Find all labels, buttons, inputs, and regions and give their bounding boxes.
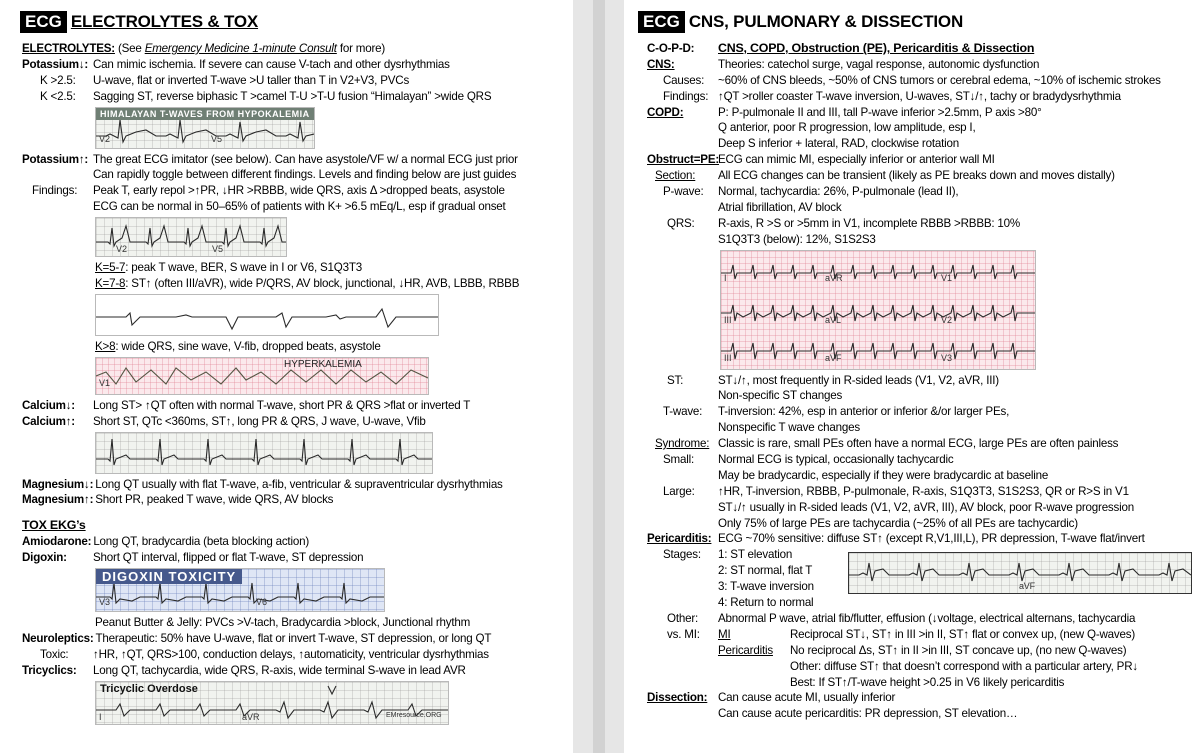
row-text: 1: ST elevation	[718, 548, 793, 562]
row-key: Neuroleptics:	[22, 631, 94, 645]
pericarditis-text: No reciprocal Δs, ST↑ in II >in III, ST concave up, (no new Q-waves)	[790, 643, 1127, 657]
row-large-3	[647, 516, 1192, 532]
row-text: Normal, tachycardia: 26%, P-pulmonale (lead II),	[718, 185, 959, 199]
row-key: Syndrome:	[655, 437, 710, 451]
row-st-2	[647, 388, 1192, 404]
other-text: Other: diffuse ST↑ that doesn’t correspond with a particular artery, PR↓	[790, 659, 1138, 673]
row-text: Short QT interval, flipped or flat T-wave, ST depression	[93, 551, 364, 565]
row-p-wave-2	[647, 200, 1192, 216]
ecg-waveform	[96, 358, 428, 394]
row-obstruct	[647, 152, 1192, 168]
lead-label: aVL	[825, 314, 842, 325]
row-key	[647, 468, 718, 484]
row-text: ↑QT >roller coaster T-wave inversion, U-waves, ST↓/↑, tachy or bradydysrhythmia	[718, 89, 1121, 103]
row-key: Magnesium↓:	[22, 477, 94, 491]
row-k-below-2-5	[22, 89, 567, 105]
row-key: Amiodarone:	[22, 535, 92, 549]
row-copd-2	[647, 120, 1192, 136]
row-text: S1Q3T3 (below): 12%, S1S2S3	[718, 232, 876, 246]
ecg-strip-calcium	[95, 432, 433, 474]
row-key	[647, 232, 718, 248]
row-qrs	[647, 216, 1192, 232]
copd-heading: CNS, COPD, Obstruction (PE), Pericarditis & Dissection	[718, 41, 1035, 55]
row-vs-best	[647, 675, 1192, 691]
ecg-waveform	[721, 251, 1035, 369]
row-stage-3	[647, 579, 1192, 595]
row-key	[647, 200, 718, 216]
vsmi-key: vs. MI:	[667, 627, 700, 641]
row-text: Can rapidly toggle between different findings. Levels and finding below are just guides	[93, 168, 517, 182]
lead-label: V6	[256, 597, 268, 608]
ecg-strip-tricyclic	[95, 681, 449, 725]
row-st	[647, 373, 1192, 389]
lead-label: I	[99, 711, 102, 722]
ecg-badge: ECG	[20, 11, 67, 33]
row-text: Sagging ST, reverse biphasic T >camel T-U >T-U fusion “Himalayan” >wide QRS	[93, 89, 492, 103]
electrolytes-heading-row	[22, 41, 567, 57]
row-key: T-wave:	[663, 405, 703, 419]
row-dissection	[647, 690, 1192, 706]
lead-label: aVF	[1019, 581, 1035, 592]
row-key	[647, 120, 718, 136]
row-key: Causes:	[663, 73, 705, 87]
row-t-wave-2	[647, 420, 1192, 436]
row-digoxin-mnemonic	[22, 615, 567, 631]
copd-heading-row	[647, 41, 1192, 57]
row-text: Classic is rare, small PEs often have a normal ECG, large PEs are often painless	[718, 437, 1119, 451]
watermark-text: EMresource.ORG	[386, 711, 442, 719]
strip-label: HYPERKALEMIA	[284, 358, 362, 370]
electrolytes-see: (See	[114, 42, 145, 55]
row-key: K >2.5:	[40, 73, 76, 87]
row-cns	[647, 57, 1192, 73]
row-key	[647, 388, 718, 404]
row-key: Tricyclics:	[22, 663, 77, 677]
row-key: QRS:	[667, 216, 695, 230]
lead-label: V1	[941, 272, 953, 283]
lead-label: V1	[99, 377, 111, 388]
right-page	[624, 0, 1197, 753]
row-text: Long QT usually with flat T-wave, a-fib, ventricular & supraventricular dysrhythmias	[95, 477, 503, 491]
lead-label: aVR	[825, 272, 843, 283]
row-causes	[647, 73, 1192, 89]
row-key: Toxic:	[40, 647, 69, 661]
row-calcium-low	[22, 398, 567, 414]
row-key: P-wave:	[663, 185, 704, 199]
row-text: May be bradycardic, especially if they were bradycardic at baseline	[718, 468, 1049, 482]
row-potassium-low	[22, 57, 567, 73]
row-text: ST↓/↑, most frequently in R-sided leads (V1, V2, aVR, III)	[718, 373, 999, 387]
row-text: 4: Return to normal	[718, 596, 814, 610]
left-page	[0, 0, 573, 753]
lead-label: V3	[99, 597, 111, 608]
row-key	[647, 595, 718, 611]
row-text: Abnormal P wave, atrial fib/flutter, effusion (↓voltage, electrical alternans, tachycardia	[718, 611, 1136, 625]
row-pericarditis	[647, 531, 1192, 547]
row-small	[647, 452, 1192, 468]
row-findings-2	[22, 199, 567, 215]
ecg-strip-peaked-t	[95, 217, 287, 257]
row-text: Short ST, QTc <360ms, ST↑, long PR & QRS, J wave, U-wave, Vfib	[93, 414, 426, 428]
row-vs-mi	[647, 627, 1192, 643]
dissection-key: Dissection:	[647, 691, 708, 705]
row-key: Potassium↓:	[22, 57, 89, 71]
right-title-text: CNS, PULMONARY & DISSECTION	[688, 12, 964, 31]
lead-label: aVR	[242, 711, 260, 722]
row-key: COPD:	[647, 105, 684, 119]
row-text: Long QT, tachycardia, wide QRS, R-axis, wide terminal S-wave in lead AVR	[93, 663, 466, 677]
row-k-7-8	[22, 276, 567, 292]
row-dissection-2	[647, 706, 1192, 722]
lead-label: V2	[941, 314, 953, 325]
row-key	[647, 563, 718, 579]
row-key	[22, 167, 93, 183]
row-section	[647, 168, 1192, 184]
row-toxic	[22, 647, 567, 663]
row-k-above-2-5	[22, 73, 567, 89]
lead-label: V2	[99, 133, 111, 144]
magnesium-rows	[22, 477, 567, 509]
k78-label: K=7-8	[95, 277, 126, 291]
row-text: ~60% of CNS bleeds, ~50% of CNS tumors or cerebral edema, ~10% of ischemic strokes	[718, 73, 1161, 87]
row-key	[647, 420, 718, 436]
tox-rows	[22, 534, 567, 566]
pericarditis-label: Pericarditis	[718, 643, 773, 657]
row-text: Peak T, early repol >↑PR, ↓HR >RBBB, wide QRS, axis Δ >dropped beats, asystole	[93, 184, 505, 198]
electrolytes-book: Emergency Medicine 1-minute Consult	[144, 42, 337, 55]
row-key: Calcium↑:	[22, 414, 75, 428]
k8-label: K>8	[95, 339, 116, 353]
row-tricyclics	[22, 663, 567, 679]
lead-label: V2	[116, 244, 128, 255]
row-key	[647, 136, 718, 152]
ecg-strip-digoxin	[95, 568, 385, 612]
row-vs-other	[647, 659, 1192, 675]
row-text: Long QT, bradycardia (beta blocking action)	[93, 535, 309, 549]
row-key	[647, 500, 718, 516]
k57-label: K=5-7	[95, 261, 126, 275]
row-text: Non-specific ST changes	[718, 389, 843, 403]
row-copd	[647, 105, 1192, 121]
row-neuroleptics	[22, 631, 567, 647]
row-text: ↑HR, T-inversion, RBBB, P-pulmonale, R-axis, S1Q3T3, S1S2S3, QR or R>S in V1	[718, 484, 1129, 498]
lead-label: V5	[211, 133, 223, 144]
hyperkalemia-rows	[22, 152, 567, 216]
row-key: Potassium↑:	[22, 152, 89, 166]
row-key: Digoxin:	[22, 551, 67, 565]
copd-key: C-O-P-D:	[647, 42, 695, 55]
row-magnesium-high	[22, 492, 567, 508]
row-large	[647, 484, 1192, 500]
electrolytes-tail: for more)	[336, 42, 386, 55]
row-key: Other:	[667, 611, 699, 625]
row-t-wave	[647, 404, 1192, 420]
row-calcium-high	[22, 414, 567, 430]
left-body	[22, 41, 567, 728]
row-digoxin	[22, 550, 567, 566]
mi-text: Reciprocal ST↓, ST↑ in III >in II, ST↑ flat or convex up, (new Q-waves)	[790, 627, 1136, 641]
row-key: Calcium↓:	[22, 398, 75, 412]
row-findings	[22, 183, 567, 199]
strip-banner: HIMALAYAN T-WAVES FROM HYPOKALEMIA	[96, 108, 314, 120]
row-text: 3: T-wave inversion	[718, 580, 814, 594]
page-gap	[593, 0, 605, 753]
row-k-5-7	[22, 260, 567, 276]
k8-text: : wide QRS, sine wave, V-fib, dropped beats, asystole	[115, 339, 381, 353]
row-key: Findings:	[32, 184, 78, 198]
row-text: 2: ST normal, flat T	[718, 564, 813, 578]
left-title	[20, 11, 258, 33]
ecg-strip-s1q3t3	[720, 250, 1036, 370]
right-body	[647, 41, 1192, 722]
electrolytes-heading: ELECTROLYTES:	[22, 42, 115, 55]
strip-banner: DIGOXIN TOXICITY	[96, 569, 242, 584]
lead-label: III	[724, 352, 732, 363]
row-key: ST:	[667, 373, 684, 387]
dissection-text-1: Can cause acute MI, usually inferior	[718, 691, 896, 705]
row-text: Theories: catechol surge, vagal response, autonomic dysfunction	[718, 57, 1040, 71]
pe-rows	[647, 373, 1192, 627]
row-magnesium-low	[22, 477, 567, 493]
row-potassium-high-2	[22, 167, 567, 183]
row-key: Section:	[655, 169, 696, 183]
digoxin-mnemonic: Peanut Butter & Jelly: PVCs >V-tach, Bradycardia >block, Junctional rhythm	[95, 616, 471, 630]
row-text: P: P-pulmonale II and III, tall P-wave inferior >2.5mm, P axis >80°	[718, 105, 1042, 119]
right-title	[638, 11, 963, 33]
row-stage-2	[647, 563, 1192, 579]
ecg-badge: ECG	[638, 11, 685, 33]
row-syndrome	[647, 436, 1192, 452]
dissection-text-2: Can cause acute pericarditis: PR depression, ST elevation…	[718, 707, 1018, 721]
row-text: Nonspecific T wave changes	[718, 421, 860, 435]
mi-label: MI	[718, 627, 731, 641]
row-key: Magnesium↑:	[22, 493, 94, 507]
row-amiodarone	[22, 534, 567, 550]
row-key: Findings:	[663, 89, 709, 103]
row-large-2	[647, 500, 1192, 516]
row-k-above-8	[22, 339, 567, 355]
row-key: Small:	[663, 453, 695, 467]
strip-title: Tricyclic Overdose	[100, 682, 198, 695]
tox-heading-row	[22, 518, 567, 534]
row-text: Can mimic ischemia. If severe can cause V-tach and other dysrhythmias	[93, 57, 450, 71]
best-text: Best: If ST↑/T-wave height >0.25 in V6 likely pericarditis	[790, 675, 1065, 689]
row-p-wave	[647, 184, 1192, 200]
row-key: Pericarditis:	[647, 532, 712, 546]
row-text: ECG ~70% sensitive: diffuse ST↑ (except R,V1,III,L), PR depression, T-wave flat/invert	[718, 532, 1145, 546]
lead-label: V5	[212, 244, 224, 255]
row-key	[22, 199, 93, 215]
left-title-text: ELECTROLYTES & TOX	[70, 12, 259, 31]
lead-label: I	[724, 272, 727, 283]
calcium-rows	[22, 398, 567, 430]
row-small-2	[647, 468, 1192, 484]
row-key: Obstruct=PE:	[647, 153, 720, 167]
row-text: Normal ECG is typical, occasionally tachycardic	[718, 453, 954, 467]
row-text: Deep S inferior + lateral, RAD, clockwise rotation	[718, 137, 959, 151]
row-text: Therapeutic: 50% have U-wave, flat or invert T-wave, ST depression, or long QT	[95, 631, 492, 645]
row-text: ↑HR, ↑QT, QRS>100, conduction delays, ↑automaticity, ventricular dysrhythmias	[93, 647, 489, 661]
row-text: Q anterior, poor R progression, low amplitude, esp I,	[718, 121, 976, 135]
row-text: Long ST> ↑QT often with normal T-wave, short PR & QRS >flat or inverted T	[93, 398, 471, 412]
k78-text: : ST↑ (often III/aVR), wide P/QRS, AV block, junctional, ↓HR, AVB, LBBB, RBBB	[125, 277, 520, 291]
row-key	[647, 579, 718, 595]
k57-text: : peak T wave, BER, S wave in I or V6, S1Q3T3	[125, 261, 362, 275]
row-text: Atrial fibrillation, AV block	[718, 200, 842, 214]
hypokalemia-rows	[22, 57, 567, 105]
lead-label: aVF	[825, 352, 842, 363]
neuroleptic-rows	[22, 631, 567, 679]
row-vs-pericarditis	[647, 643, 1192, 659]
row-text: ECG can mimic MI, especially inferior or anterior wall MI	[718, 153, 995, 167]
row-qrs-2	[647, 232, 1192, 248]
row-text: All ECG changes can be transient (likely as PE breaks down and moves distally)	[718, 169, 1115, 183]
row-text: ECG can be normal in 50–65% of patients with K+ >6.5 mEq/L, esp if gradual onset	[93, 200, 506, 214]
row-key	[647, 516, 718, 532]
ecg-strip-k-7-8	[95, 294, 439, 336]
row-key: Large:	[663, 484, 695, 498]
cns-pe-rows	[647, 57, 1192, 248]
row-key: Stages:	[663, 548, 701, 562]
row-text: Short PR, peaked T wave, wide QRS, AV blocks	[95, 493, 334, 507]
row-potassium-high	[22, 152, 567, 168]
row-key: CNS:	[647, 57, 675, 71]
row-text: U-wave, flat or inverted T-wave >U taller than T in V2+V3, PVCs	[93, 73, 410, 87]
ecg-strip-hyperkalemia	[95, 357, 429, 395]
row-text: Only 75% of large PEs are tachycardia (~25% of all PEs are tachycardic)	[718, 516, 1078, 530]
lead-label: III	[724, 314, 732, 325]
ecg-waveform	[96, 433, 432, 473]
row-other	[647, 611, 1192, 627]
row-text: ST↓/↑ usually in R-sided leads (V1, V2, aVR, III), AV block, poor R-wave progression	[718, 500, 1135, 514]
row-stage-4	[647, 595, 1192, 611]
ecg-waveform	[96, 295, 438, 335]
row-text: R-axis, R >S or >5mm in V1, incomplete RBBB >RBBB: 10%	[718, 216, 1021, 230]
row-copd-3	[647, 136, 1192, 152]
row-findings	[647, 89, 1192, 105]
lead-label: V3	[941, 352, 953, 363]
ecg-strip-hypokalemia	[95, 107, 315, 149]
row-text: The great ECG imitator (see below). Can have asystole/VF w/ a normal ECG just prior	[93, 152, 518, 166]
row-key: K <2.5:	[40, 89, 76, 103]
tox-heading: TOX EKG’s	[22, 518, 86, 533]
row-text: T-inversion: 42%, esp in anterior or inferior &/or larger PEs,	[718, 405, 1010, 419]
